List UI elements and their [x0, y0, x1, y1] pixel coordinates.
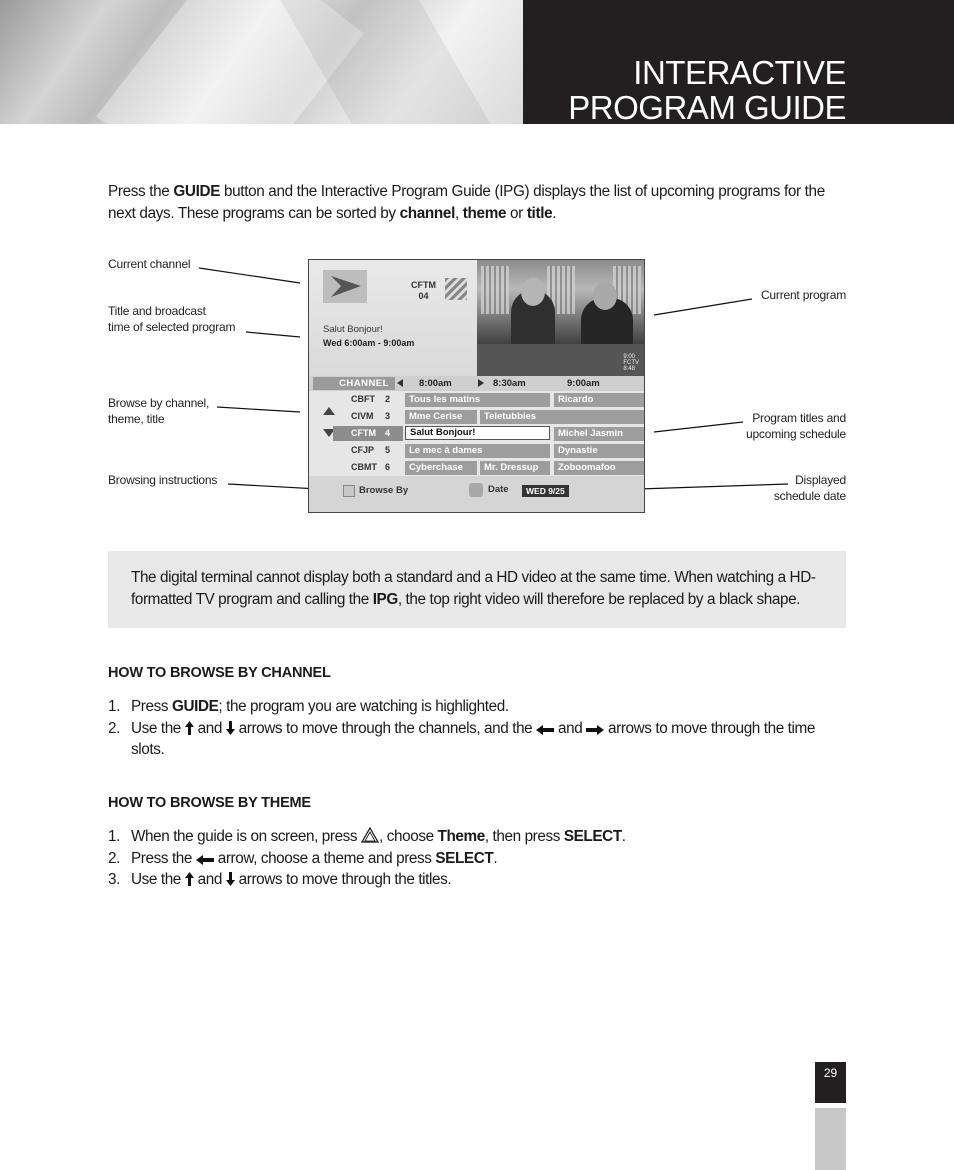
arrow-left-icon	[536, 725, 554, 735]
arrow-down-icon	[226, 721, 235, 735]
callout-program-titles: Program titles and upcoming schedule	[745, 411, 846, 441]
time-slot-1: 8:00am	[419, 378, 452, 389]
callout-browsing-instructions: Browsing instructions	[108, 473, 218, 487]
list-item: 1. Press GUIDE; the program you are watching is highlighted.	[108, 698, 509, 715]
callout-title-broadcast: Title and broadcast time of selected program	[108, 304, 236, 334]
channel-row[interactable]: CBMT 6	[351, 462, 391, 472]
program-guide-screenshot	[308, 259, 645, 513]
channel-column-header: CHANNEL	[313, 377, 395, 390]
channel-logo-icon	[445, 278, 467, 300]
browse-by-label: Browse By	[359, 485, 409, 496]
channel-row[interactable]: CIVM 3	[351, 411, 391, 421]
program-cell[interactable]: Cyberchase	[405, 461, 477, 475]
program-cell[interactable]: Ricardo	[554, 393, 644, 407]
program-cell[interactable]: Le mec à dames	[405, 444, 550, 458]
arrow-down-icon	[226, 872, 235, 886]
list-item: 3. Use the and arrows to move through the titles.	[108, 871, 452, 888]
current-channel: CFTM 04	[411, 280, 436, 301]
callout-current-program: Current program	[760, 288, 846, 302]
a-button-triangle-icon	[361, 827, 379, 843]
page-number: 29	[815, 1062, 846, 1103]
browse-by-channel-steps	[108, 696, 848, 761]
callout-current-channel: Current channel	[108, 257, 191, 271]
right-arrow-icon[interactable]	[478, 379, 484, 387]
time-slot-3: 9:00am	[567, 378, 600, 389]
program-cell[interactable]: Mme Cerise	[405, 410, 477, 424]
arrow-up-icon	[185, 721, 194, 735]
channel-row[interactable]: CBFT 2	[351, 394, 391, 404]
browse-by-theme-steps	[108, 826, 848, 891]
selected-program-title: Salut Bonjour!	[323, 324, 383, 335]
list-item: 1. When the guide is on screen, press , choose Theme, then press SELECT.	[108, 828, 626, 845]
channel-row[interactable]: CFJP 5	[351, 445, 391, 455]
intro-paragraph: Press the GUIDE button and the Interactive Program Guide (IPG) displays the list of upcoming programs for the next days. These programs can be sorted by channel, theme or title.	[108, 183, 825, 222]
a-button-icon[interactable]	[343, 485, 355, 497]
program-cell[interactable]: Mr. Dressup	[480, 461, 550, 475]
callout-schedule-date: Displayed schedule date	[773, 473, 846, 503]
program-cell[interactable]: Tous les matins	[405, 393, 550, 407]
callout-browse-by: Browse by channel, theme, title	[108, 396, 210, 426]
program-cell-selected[interactable]: Salut Bonjour!	[405, 426, 550, 440]
list-item: 2. Press the arrow, choose a theme and press SELECT.	[108, 849, 498, 867]
arrow-right-icon	[586, 725, 604, 735]
program-cell[interactable]: Michel Jasmin	[554, 427, 644, 441]
left-arrow-icon[interactable]	[397, 379, 403, 387]
channel-row-selected[interactable]: CFTM 4	[333, 426, 403, 441]
heading-browse-by-channel: HOW TO BROWSE BY CHANNEL	[108, 665, 331, 681]
list-item: 2. Use the and arrows to move through the channels, and the and arrows to move through the time slots.	[108, 719, 815, 758]
date-label: Date	[488, 484, 509, 495]
page-title: INTERACTIVE PROGRAM GUIDE	[568, 54, 846, 126]
arrow-logo-icon	[327, 274, 363, 299]
program-cell[interactable]: Teletubbies	[480, 410, 644, 424]
time-slot-2: 8:30am	[493, 378, 526, 389]
hd-note-box	[108, 551, 846, 628]
provider-logo	[323, 270, 367, 303]
schedule-date: WED 9/25	[522, 485, 569, 497]
b-button-icon[interactable]	[469, 483, 483, 497]
selected-program-time: Wed 6:00am - 9:00am	[323, 338, 415, 348]
heading-browse-by-theme: HOW TO BROWSE BY THEME	[108, 795, 311, 811]
program-cell[interactable]: Dynastie	[554, 444, 644, 458]
page-tab	[815, 1108, 846, 1170]
video-stamp: 9:00 FCTV 8:48	[623, 354, 639, 372]
current-program-video	[477, 260, 645, 376]
arrow-left-icon	[196, 855, 214, 865]
hd-note-text: The digital terminal cannot display both a standard and a HD video at the same time. When watching a HD-formatted TV program and calling the IPG, the top right video will therefore be replaced by a black shape.	[131, 569, 816, 608]
program-cell[interactable]: Zoboomafoo	[554, 461, 644, 475]
arrow-up-icon	[185, 872, 194, 886]
